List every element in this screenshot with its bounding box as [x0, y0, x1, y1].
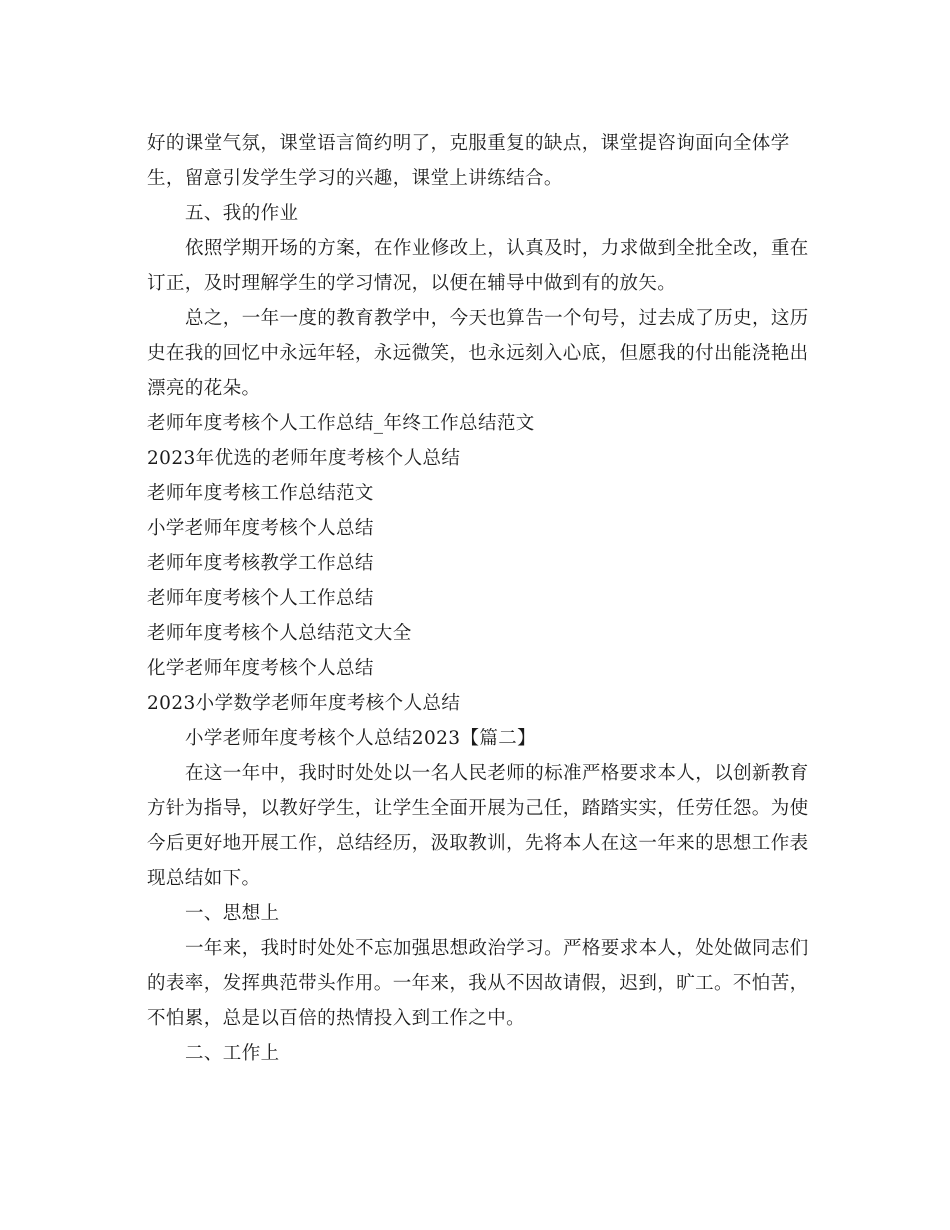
- heading-work: 二、工作上: [185, 1043, 280, 1064]
- heading-homework: 五、我的作业: [185, 203, 299, 224]
- heading-thought: 一、思想上: [185, 903, 280, 924]
- text-line: 在这一年中，我时时处处以一名人民老师的标准严格要求本人，以创新教育: [185, 763, 809, 784]
- text-line: 好的课堂气氛，课堂语言简约明了，克服重复的缺点，课堂提咨询面向全体学: [147, 133, 790, 154]
- paragraph-thought: [147, 931, 807, 1036]
- text-line: 现总结如下。: [147, 868, 261, 889]
- text-line: 一年来，我时时处处不忘加强思想政治学习。严格要求本人，处处做同志们: [185, 938, 809, 959]
- related-link[interactable]: 老师年度考核教学工作总结: [147, 553, 374, 574]
- text-line: 不怕累，总是以百倍的热情投入到工作之中。: [147, 1008, 526, 1029]
- related-link[interactable]: 老师年度考核个人工作总结: [147, 588, 374, 609]
- text-line: 方针为指导，以教好学生，让学生全面开展为己任，踏踏实实，任劳任怨。为使: [147, 798, 809, 819]
- text-line: 生，留意引发学生学习的兴趣，课堂上讲练结合。: [147, 168, 563, 189]
- text-line: 漂亮的花朵。: [147, 378, 261, 399]
- related-link[interactable]: 化学老师年度考核个人总结: [147, 658, 374, 679]
- paragraph-homework: [147, 231, 807, 301]
- paragraph-classroom: [147, 126, 807, 196]
- text-line: 史在我的回忆中永远年轻，永远微笑，也永远刻入心底，但愿我的付出能浇艳出: [147, 343, 809, 364]
- related-link[interactable]: 2023年优选的老师年度考核个人总结: [147, 448, 461, 469]
- related-link[interactable]: 老师年度考核个人工作总结_年终工作总结范文: [147, 413, 535, 434]
- related-links-list: [147, 406, 807, 721]
- paragraph-conclusion: [147, 301, 807, 406]
- section-title: 小学老师年度考核个人总结2023【篇二】: [185, 728, 537, 749]
- text-line: 总之，一年一度的教育教学中，今天也算告一个句号，过去成了历史，这历: [185, 308, 809, 329]
- text-line: 今后更好地开展工作，总结经历，汲取教训，先将本人在这一年来的思想工作表: [147, 833, 809, 854]
- text-line: 的表率，发挥典范带头作用。一年来，我从不因故请假，迟到，旷工。不怕苦，: [147, 973, 809, 994]
- document-body: [147, 126, 807, 1071]
- related-link[interactable]: 老师年度考核个人总结范文大全: [147, 623, 412, 644]
- text-line: 依照学期开场的方案，在作业修改上，认真及时，力求做到全批全改，重在: [185, 238, 809, 259]
- text-line: 订正，及时理解学生的学习情况，以便在辅导中做到有的放矢。: [147, 273, 677, 294]
- related-link[interactable]: 小学老师年度考核个人总结: [147, 518, 374, 539]
- paragraph-intro: [147, 756, 807, 896]
- related-link[interactable]: 2023小学数学老师年度考核个人总结: [147, 693, 461, 714]
- related-link[interactable]: 老师年度考核工作总结范文: [147, 483, 374, 504]
